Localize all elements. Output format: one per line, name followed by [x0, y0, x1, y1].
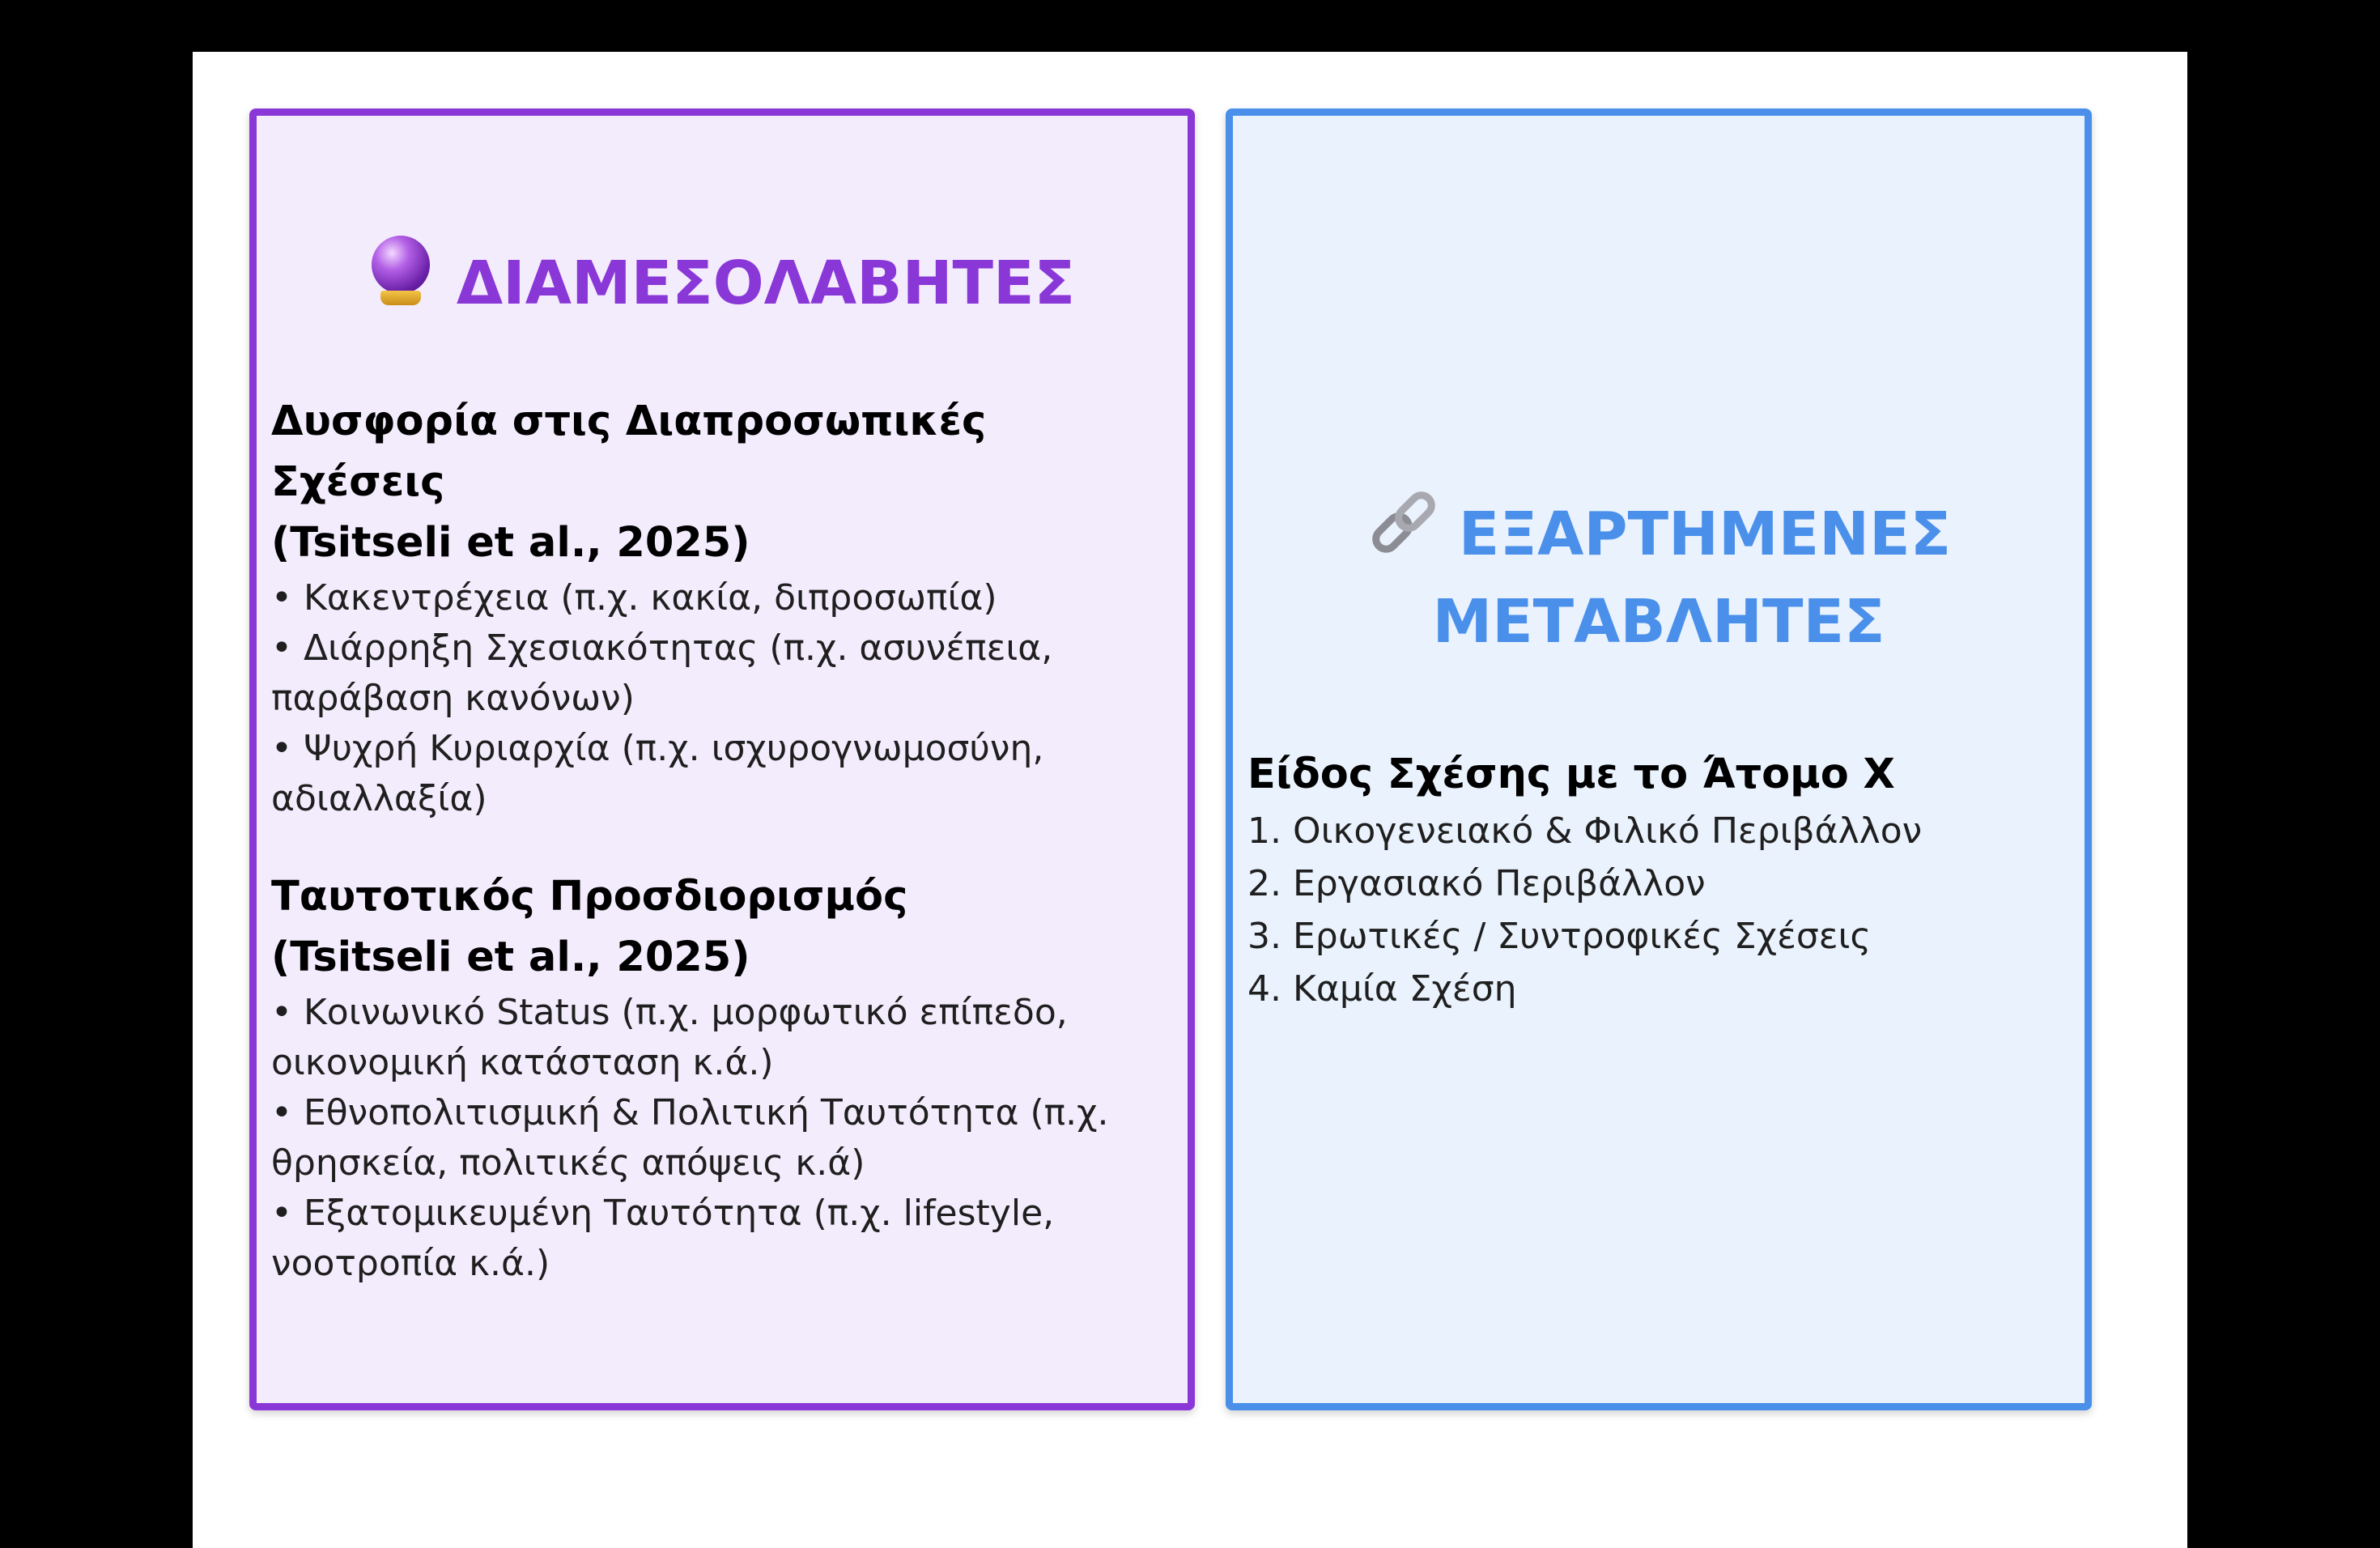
list-item: 4. Καμία Σχέση — [1247, 968, 1517, 1010]
bullet-item: • Κακεντρέχεια (π.χ. κακία, διπροσωπία) — [271, 577, 997, 619]
crystal-ball-icon — [369, 236, 432, 310]
bullet-item: • Εθνοπολιτισμική & Πολιτική Ταυτότητα (π.χ. θρησκεία, πολιτικές απόψεις κ.ά) — [271, 1092, 1109, 1184]
mediators-title — [257, 236, 1188, 318]
slide — [193, 52, 2187, 1548]
list-item: 1. Οικογενειακό & Φιλικό Περιβάλλον — [1247, 810, 1923, 852]
mediators-title-text: ΔΙΑΜΕΣΟΛΑΒΗΤΕΣ — [456, 249, 1076, 318]
list-item: 2. Εργασιακό Περιβάλλον — [1247, 863, 1706, 904]
bullet-item: • Διάρρηξη Σχεσιακότητας (π.χ. ασυνέπεια, παράβαση κανόνων) — [271, 627, 1053, 719]
mediator-section-interpersonal — [271, 391, 1168, 824]
bullet-item: • Εξατομικευμένη Ταυτότητα (π.χ. lifestyle, νοοτροπία κ.ά.) — [271, 1193, 1055, 1284]
mediators-panel — [249, 108, 1195, 1410]
bullet-item: • Ψυχρή Κυριαρχία (π.χ. ισχυρογνωμοσύνη, αδιαλλαξία) — [271, 728, 1044, 819]
section-heading: Δυσφορία στις Διαπροσωπικές Σχέσεις (Tsitseli et al., 2025) — [271, 398, 987, 567]
mediator-section-identity — [271, 866, 1168, 1289]
dependent-variables-title: ΕΞΑΡΤΗΜΕΝΕΣ ΜΕΤΑΒΛΗΤΕΣ — [1233, 488, 2085, 666]
section-heading: Ταυτοτικός Προσδιορισμός (Tsitseli et al., 2025) — [271, 873, 908, 981]
mediators-content — [271, 391, 1168, 1331]
dependent-variables-content — [1247, 744, 2065, 1015]
list-item: 3. Ερωτικές / Συντροφικές Σχέσεις — [1247, 916, 1872, 957]
dependent-variables-panel — [1226, 108, 2092, 1410]
chain-link-icon — [1366, 488, 1441, 558]
bullet-item: • Κοινωνικό Status (π.χ. μορφωτικό επίπεδο, οικονομική κατάσταση κ.ά.) — [271, 992, 1068, 1083]
relationship-type-heading: Είδος Σχέσης με το Άτομο Χ — [1247, 751, 1895, 798]
